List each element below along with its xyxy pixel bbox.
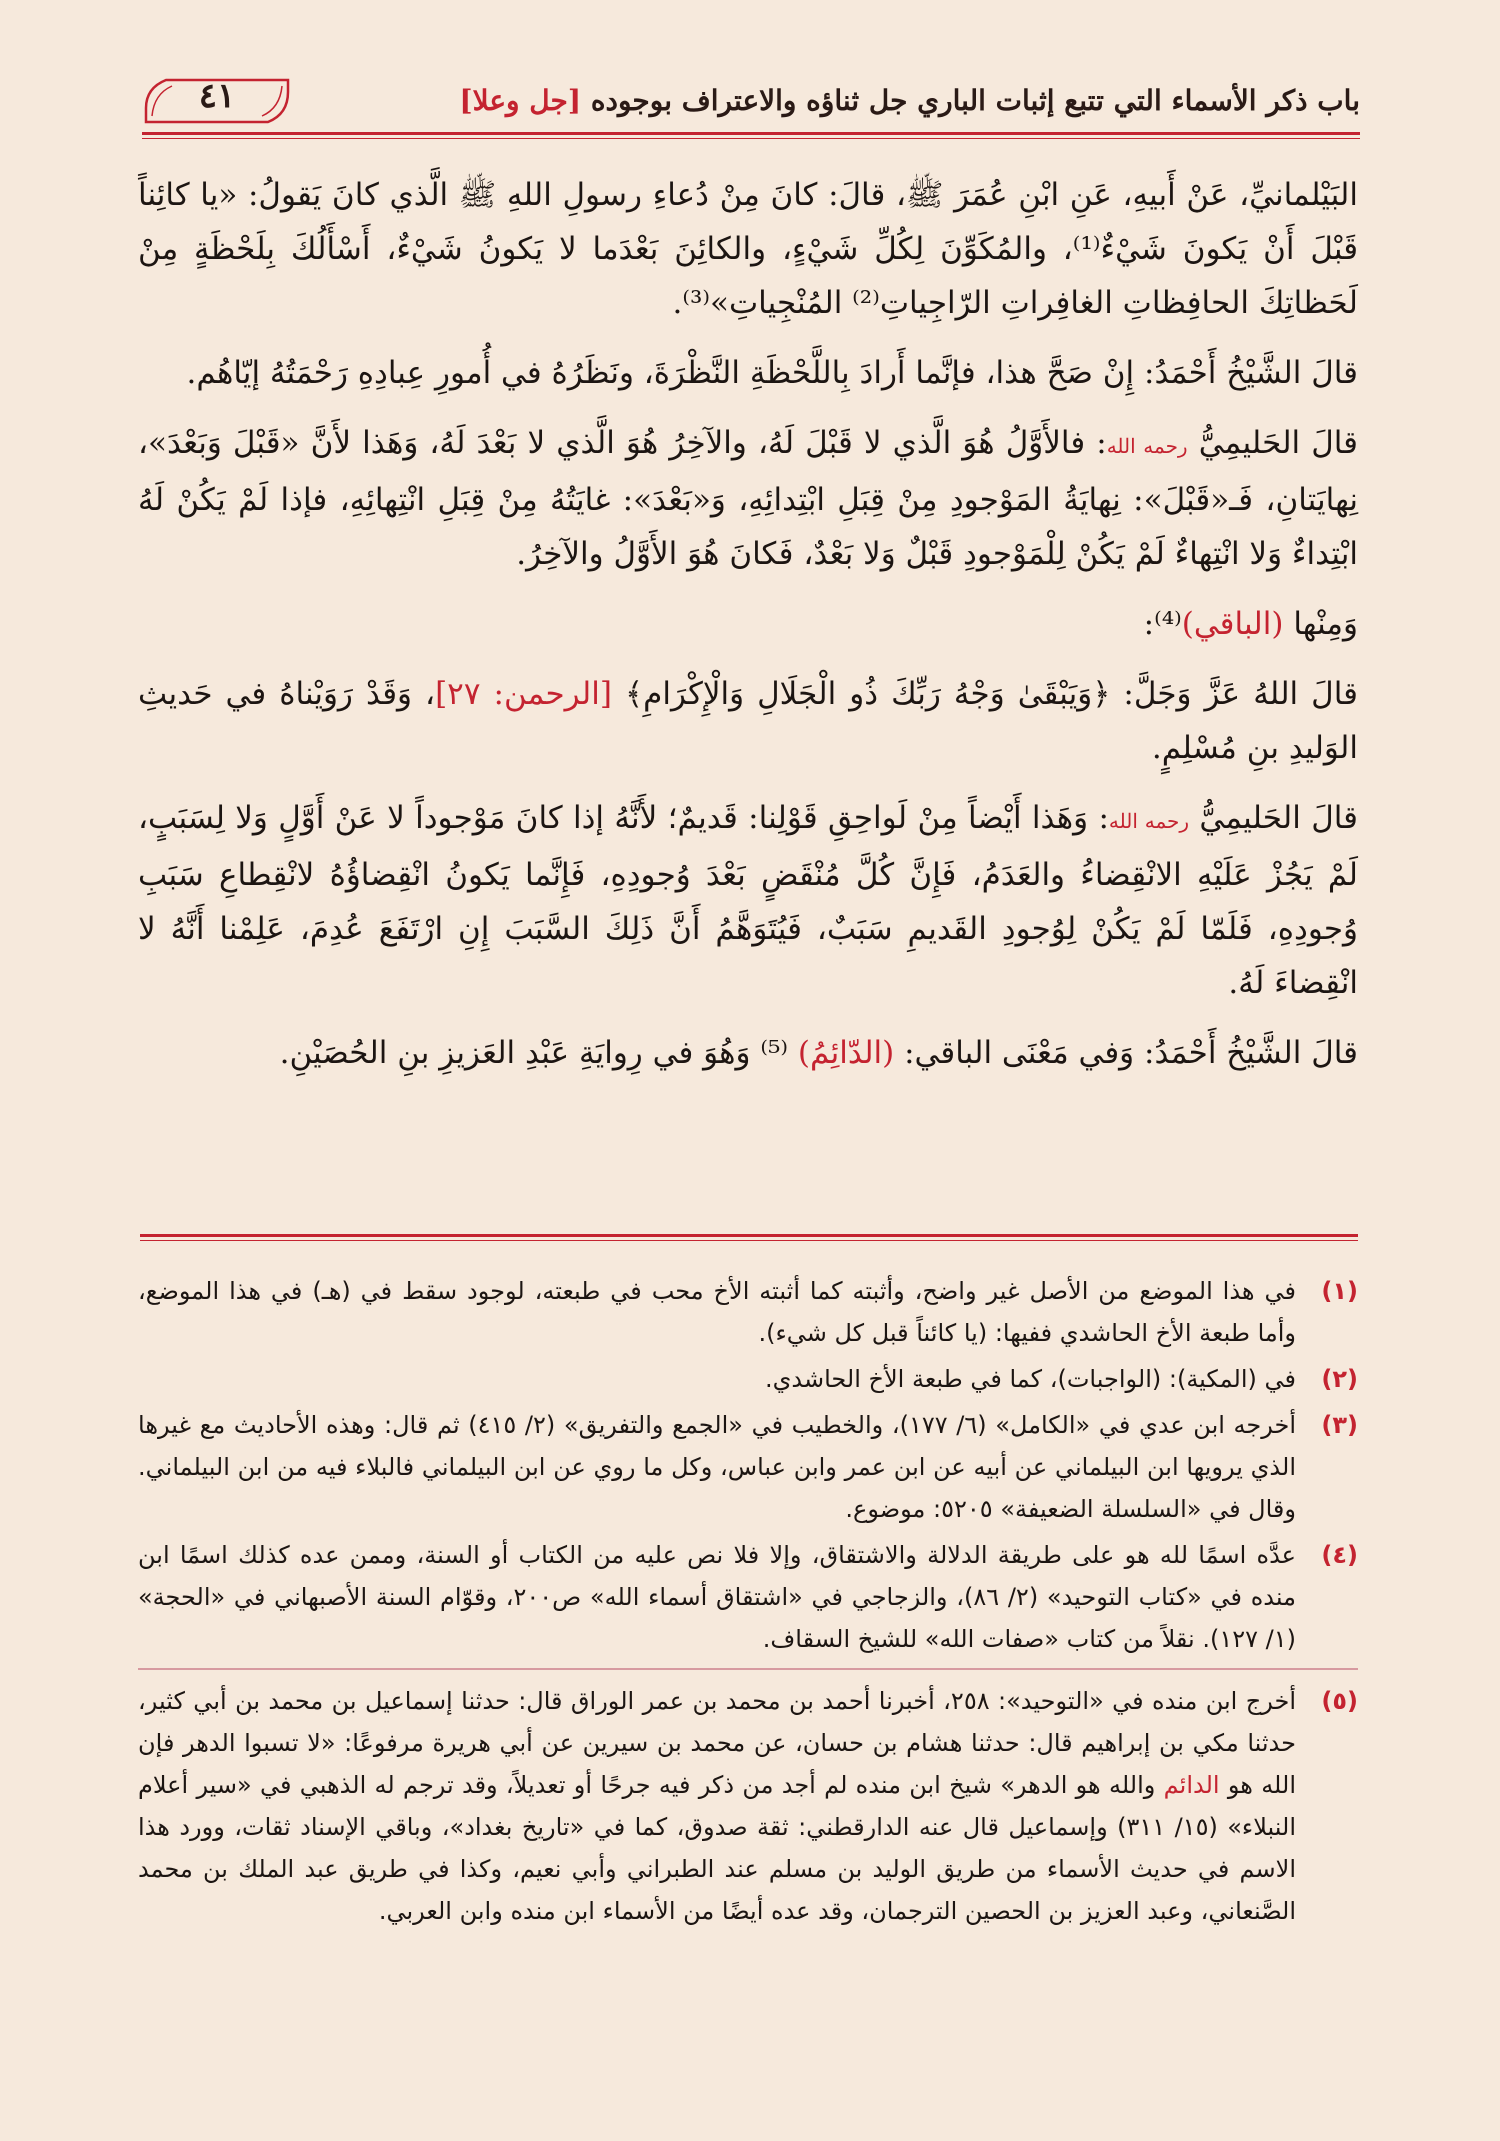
footnote-text: في هذا الموضع من الأصل غير واضح، وأثبته كما أثبته الأخ محب في طبعته، لوجود سقط في (هـ) في هذا الموضع، وأما طبعة الأخ الحاشدي ففيها: (يا كائناً قبل كل شيء).	[138, 1277, 1296, 1347]
footnote-number: (١)	[1321, 1277, 1358, 1305]
header-title-red: [جل وعلا]	[459, 84, 582, 117]
running-header	[142, 70, 1360, 134]
quran-lead: قالَ اللهُ عَزَّ وَجَلَّ:	[1123, 676, 1358, 712]
footnote	[138, 1680, 1358, 1932]
page-number-frame	[142, 70, 292, 128]
footnote-divider	[138, 1668, 1358, 1670]
paragraph-halimi-2	[138, 791, 1358, 1010]
footnote-separator	[140, 1234, 1358, 1237]
halimi2-text: : وَهَذا أَيْضاً مِنْ لَواحِقِ قَوْلِنا: قَديمٌ؛ لأَنَّهُ إذا كانَ مَوْجوداً لا عَنْ أَوَّلٍ وَلا لِسَبَبٍ، لَمْ يَجُزْ عَلَيْهِ الانْقِضاءُ والعَدَمُ، فَإِنَّ كُلَّ مُنْقَضٍ بَعْدَ وُجودِهِ، فَإِنَّما يَكونُ انْقِضاؤُهُ لانْقِطاعِ سَبَبِ وُجودِهِ، فَلَمّا لَمْ يَكُنْ لِوُجودِ القَديمِ سَبَبٌ، فَيُتَوَهَّمُ أَنَّ ذَلِكَ السَّبَبَ إِنِ ارْتَفَعَ عُدِمَ، عَلِمْنا أَنَّهُ لا انْقِضاءَ لَهُ.	[138, 800, 1358, 1001]
footnote-text-red: الدائم	[1163, 1771, 1220, 1799]
header-rule-thin	[142, 138, 1360, 139]
footnote	[138, 1270, 1358, 1354]
footnote-text: عدَّه اسمًا لله هو على طريقة الدلالة والاشتقاق، وإلا فلا نص عليه من الكتاب أو السنة، وممن عده كذلك اسمًا ابن منده في «كتاب التوحيد» (٢/ ٨٦)، والزجاجي في «اشتقاق أسماء الله» ص٢٠٠، وقوّام السنة الأصبهاني في «الحجة» (١/ ١٢٧). نقلاً من كتاب «صفات الله» للشيخ السقاف.	[138, 1541, 1296, 1653]
paragraph-ahmad-2	[138, 1026, 1358, 1080]
footnote-text-a: أخرج ابن منده في «التوحيد»: ٢٥٨، أخبرنا أحمد بن محمد بن عمر الوراق قال: حدثنا إسماعيل بن محمد بن أبي كثير، حدثنا مكي بن إبراهيم قال: حدثنا هشام بن حسان، عن محمد بن سيرين عن أبي هريرة مرفوعًا: «لا تسبوا الدهر فإن الله هو	[138, 1687, 1296, 1799]
main-text	[138, 168, 1358, 1096]
halimi-lead: قالَ الحَليمِيُّ	[1198, 425, 1359, 461]
heading-lead: وَمِنْها	[1293, 606, 1358, 642]
header-title	[459, 84, 1360, 117]
footnote-text-b: والله هو الدهر» شيخ ابن منده لم أجد من ذكر فيه جرحًا أو تعديلاً، وقد ترجم له الذهبي في «سير أعلام النبلاء» (١٥/ ٣١١) وإسماعيل قال عنه الدارقطني: ثقة صدوق، كما في «تاريخ بغداد»، وباقي الإسناد ثقات، وورد هذا الاسم في حديث الأسماء من طريق الوليد بن مسلم عند الطبراني وأبي نعيم، وكذا في طريق عبد الملك بن محمد الصَّنعاني، وعبد العزيز بن الحصين الترجمان، وقد عده أيضًا من الأسماء ابن منده وابن العربي.	[138, 1771, 1296, 1925]
footnote-text: في (المكية): (الواجبات)، كما في طبعة الأخ الحاشدي.	[764, 1365, 1296, 1393]
quran-tail: ، وَقَدْ رَوَيْناهُ في حَديثِ الوَليدِ بنِ مُسْلِمٍ.	[138, 676, 1358, 766]
footnote	[138, 1404, 1358, 1530]
footnote-number: (٤)	[1321, 1541, 1358, 1569]
header-rule	[142, 132, 1360, 135]
ahmad2-tail: ⁽⁵⁾ وَهُوَ في رِوايَةِ عَبْدِ العَزيزِ بنِ الحُصَيْنِ.	[279, 1035, 788, 1071]
footnotes	[138, 1270, 1358, 1936]
page-number: ٤١	[198, 76, 236, 116]
halimi-text: : فالأَوَّلُ هُوَ الَّذي لا قَبْلَ لَهُ، والآخِرُ هُوَ الَّذي لا بَعْدَ لَهُ، وَهَذا لأَنَّ «قَبْلَ وَبَعْدَ»، نِهايَتانِ، فَـ«قَبْلَ»: نِهايَةُ المَوْجودِ مِنْ قِبَلِ ابْتِدائِهِ، وَ«بَعْدَ»: غايَتُهُ مِنْ قِبَلِ انْتِهائِهِ، فإذا لَمْ يَكُنْ لَهُ ابْتِداءٌ وَلا انْتِهاءٌ لَمْ يَكُنْ لِلْمَوْجودِ قَبْلٌ وَلا بَعْدٌ، فَكانَ هُوَ الأَوَّلُ والآخِرُ.	[138, 425, 1358, 572]
heading-name: (الباقي)	[1181, 606, 1284, 642]
footnote-separator-thin	[140, 1240, 1358, 1241]
paragraph-halimi-1	[138, 416, 1358, 581]
footnote-number: (٢)	[1321, 1365, 1358, 1393]
halimi-honorific: رحمه الله	[1106, 434, 1188, 458]
paragraph-quran	[138, 667, 1358, 775]
quran-verse: ﴿وَيَبْقَىٰ وَجْهُ رَبِّكَ ذُو الْجَلَالِ وَالْإِكْرَامِ﴾	[625, 676, 1111, 712]
header-title-text: باب ذكر الأسماء التي تتبع إثبات الباري جل ثناؤه والاعتراف بوجوده	[590, 84, 1360, 117]
footnote	[138, 1534, 1358, 1660]
footnote-number: (٣)	[1321, 1411, 1358, 1439]
paragraph-ahmad-1: قالَ الشَّيْخُ أَحْمَدُ: إِنْ صَحَّ هذا، فإنَّما أَرادَ بِاللَّحْظَةِ النَّظْرَةَ، ونَظَرُهُ في أُمورِ عِبادِهِ رَحْمَتُهُ إيّاهُم.	[186, 355, 1358, 391]
ahmad2-name: (الدّائِمُ)	[797, 1035, 895, 1071]
halimi2-lead: قالَ الحَليمِيُّ	[1199, 800, 1358, 836]
paragraph-hadith: البَيْلمانيِّ، عَنْ أَبيهِ، عَنِ ابْنِ عُمَرَ ﷺ، قالَ: كانَ مِنْ دُعاءِ رسولِ اللهِ ﷺ الَّذي كانَ يَقولُ: «يا كائِناً قَبْلَ أَنْ يَكونَ شَيْءٌ⁽¹⁾، والمُكَوِّنَ لِكُلِّ شَيْءٍ، والكائِنَ بَعْدَما لا يَكونُ شَيْءٌ، أَسْأَلُكَ بِلَحْظَةٍ مِنْ لَحَظاتِكَ الحافِظاتِ الغافِراتِ الرّاجِياتِ⁽²⁾ المُنْجِياتِ»⁽³⁾.	[138, 177, 1359, 321]
footnote-number: (٥)	[1321, 1687, 1358, 1715]
halimi2-honorific: رحمه الله	[1108, 809, 1190, 833]
footnote-text: أخرجه ابن عدي في «الكامل» (٦/ ١٧٧)، والخطيب في «الجمع والتفريق» (٢/ ٤١٥) ثم قال: وهذه الأحاديث مع غيرها الذي يرويها ابن البيلماني عن أبيه عن ابن عمر وابن عباس، وكل ما روي عن ابن البيلماني فالبلاء فيه من ابن البيلماني. وقال في «السلسلة الضعيفة» ٥٢٠٥: موضوع.	[138, 1411, 1297, 1523]
footnote	[138, 1358, 1358, 1400]
paragraph-heading-baqi	[138, 597, 1358, 651]
quran-reference: [الرحمن: ٢٧]	[435, 676, 612, 712]
ahmad2-lead: قالَ الشَّيْخُ أَحْمَدُ: وَفي مَعْنَى الباقي:	[904, 1035, 1358, 1071]
heading-tail: ⁽⁴⁾:	[1143, 606, 1182, 642]
